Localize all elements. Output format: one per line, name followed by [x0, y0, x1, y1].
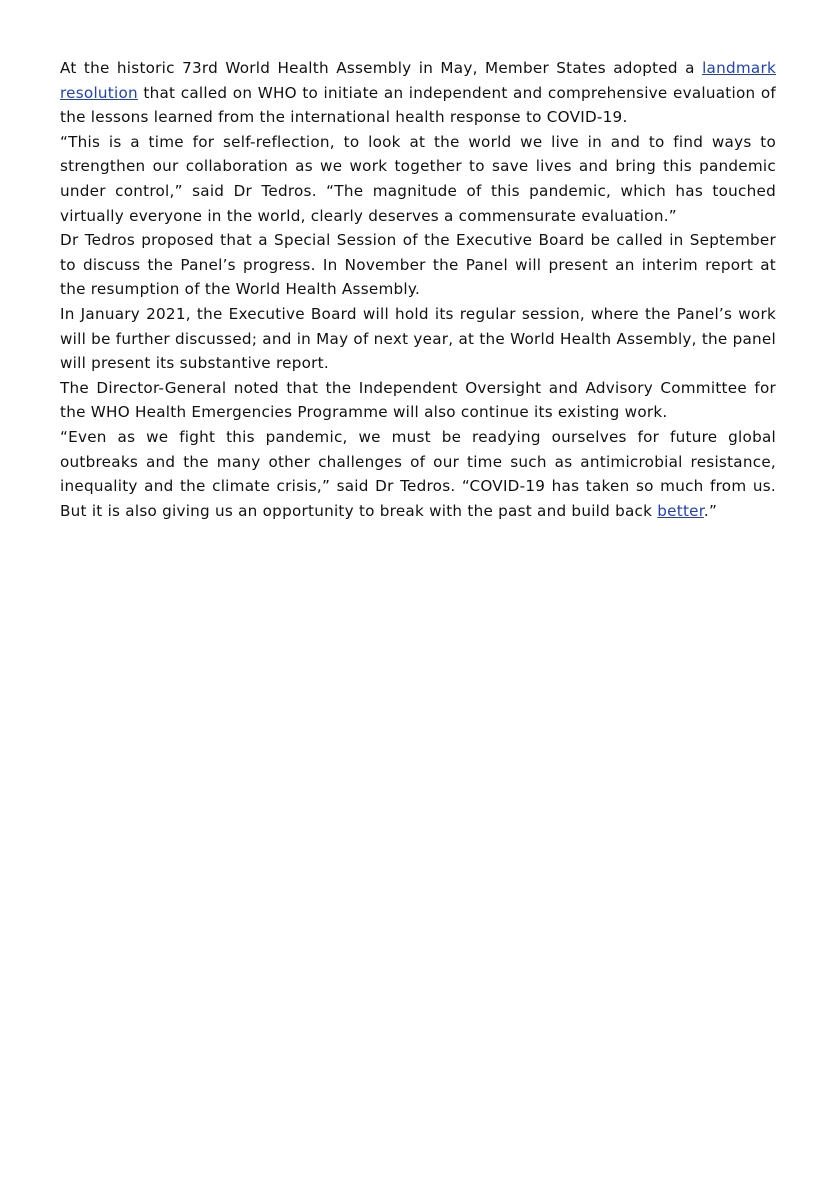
text-segment: “This is a time for self-reflection, to look at the world we live in and to find ways to strengthen our collaboration as we work together to save lives and bring this pandemic under control,” said Dr Tedros. “The magnitude of this pandemic, which has touched virtually everyone in the world, clearly deserves a commensurate evaluation.” — [60, 132, 776, 225]
text-segment: .” — [703, 501, 718, 520]
text-segment: At the historic 73rd World Health Assembly in May, Member States adopted a — [60, 59, 703, 77]
text-segment: “Even as we fight this pandemic, we must be readying ourselves for future global outbreaks and the many other challenges of our time such as antimicrobial resistance, inequality and the climate crisis,” said Dr Tedros. “COVID-19 has taken so much from us. But it is also giving us an opportunity to break with the past and build back — [60, 427, 776, 520]
paragraph-director-general — [60, 376, 776, 425]
paragraph-resolution — [60, 56, 776, 130]
text-segment: that called on WHO to initiate an independent and comprehensive evaluation of the lessons learned from the international health response to COVID-19. — [60, 83, 776, 127]
text-segment: In January 2021, the Executive Board will hold its regular session, where the Panel’s work will be further discussed; and in May of next year, at the World Health Assembly, the panel will present its substantive report. — [60, 304, 776, 373]
paragraph-special-session — [60, 228, 776, 302]
landmark-resolution-link[interactable]: landmark resolution — [60, 59, 776, 102]
paragraph-quote-build-back — [60, 425, 776, 523]
paragraph-january-2021 — [60, 302, 776, 376]
document-body — [60, 56, 776, 523]
text-segment: Dr Tedros proposed that a Special Session of the Executive Board be called in September to discuss the Panel’s progress. In November the Panel will present an interim report at the resumption of the World Health Assembly. — [60, 231, 776, 299]
text-segment: The Director-General noted that the Independent Oversight and Advisory Committee for the WHO Health Emergencies Programme will also continue its existing work. — [60, 378, 776, 422]
better-link[interactable]: better — [657, 501, 704, 520]
paragraph-quote-self-reflection — [60, 130, 776, 228]
